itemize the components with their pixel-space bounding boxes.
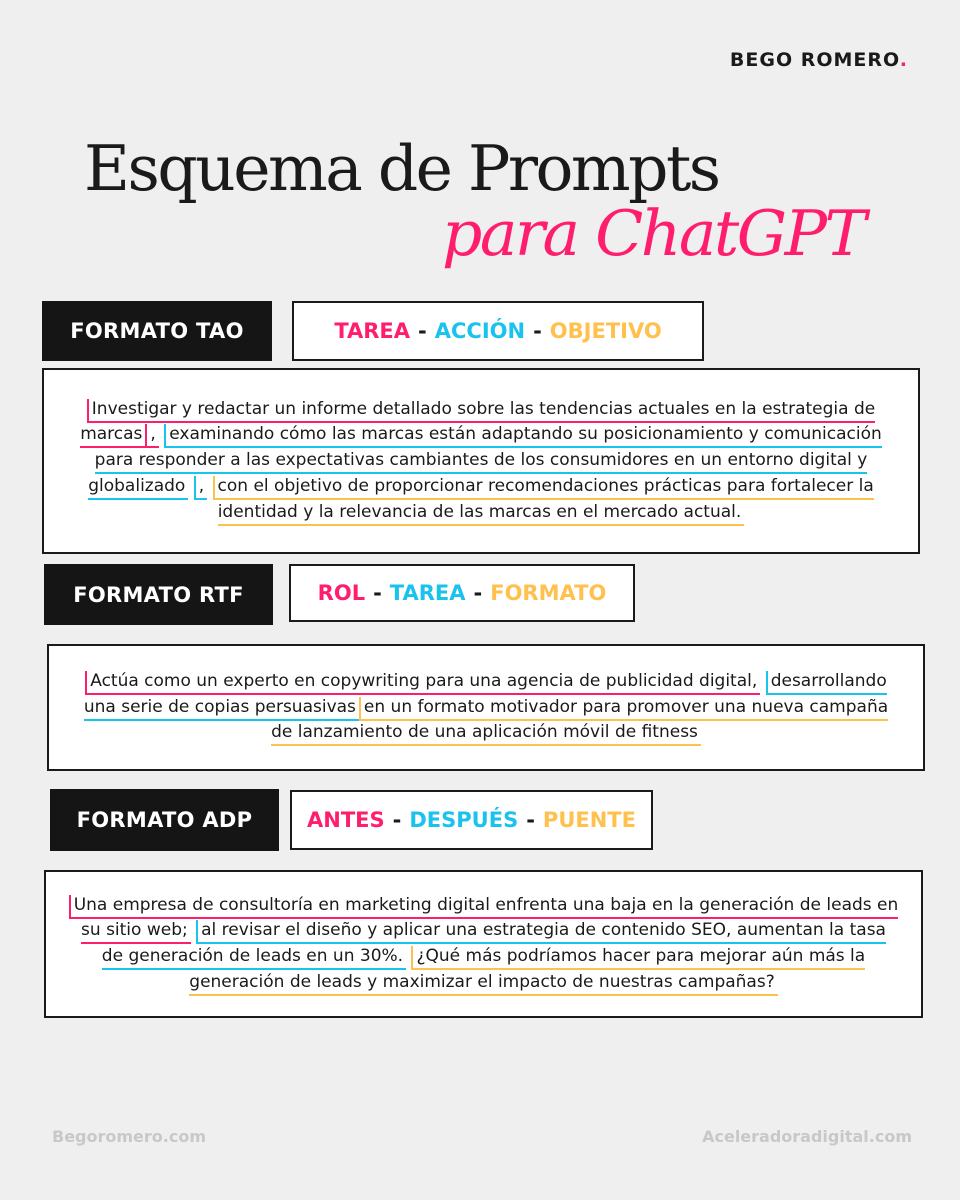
prompt-text (71, 669, 901, 746)
formula-term: TAREA (389, 581, 466, 605)
prompt-text (69, 893, 899, 996)
brand-logo (730, 49, 908, 71)
segment-objetivo: con el objetivo de proporcionar recomendaciones prácticas para fortalecer la identidad y la relevancia de las marcas en el mercado actual. (213, 476, 874, 526)
formula-rtf (289, 564, 635, 622)
formula-term: TAREA (334, 319, 411, 343)
formula-adp (290, 790, 653, 850)
formula-separator: - (418, 319, 427, 343)
section-label-tao: FORMATO TAO (42, 301, 272, 361)
formula-separator: - (526, 808, 535, 832)
segment-comma: , (194, 476, 207, 500)
brand-name: BEGO ROMERO (729, 49, 900, 71)
footer-link-aceleradora[interactable]: Aceleradoradigital.com (702, 1127, 912, 1146)
formula-term: ROL (317, 581, 366, 605)
formula-separator: - (473, 581, 483, 605)
brand-dot: . (899, 49, 908, 71)
prompt-example-adp (44, 870, 923, 1018)
segment-comma: , (145, 424, 158, 448)
segment-tarea: desarrollando una serie de copias persuasivas (84, 671, 887, 721)
formula-term: OBJETIVO (549, 319, 662, 343)
page-subtitle: para ChatGPT (442, 197, 864, 270)
segment-despues: al revisar el diseño y aplicar una estrategia de contenido SEO, aumentan la tasa de generación de leads en un 30%. (102, 920, 886, 970)
formula-separator: - (373, 581, 382, 605)
page-title: Esquema de Prompts (84, 132, 719, 205)
formula-term: ANTES (307, 808, 385, 832)
segment-formato: en un formato motivador para promover una nueva campaña de lanzamiento de una aplicación móvil de fitness (271, 697, 888, 747)
formula-separator: - (533, 319, 542, 343)
footer-link-begoromero[interactable]: Begoromero.com (52, 1127, 207, 1146)
section-label-rtf: FORMATO RTF (44, 564, 273, 625)
formula-tao (292, 301, 704, 361)
prompt-example-rtf (47, 644, 925, 771)
formula-separator: - (392, 808, 402, 832)
segment-tarea: Investigar y redactar un informe detallado sobre las tendencias actuales en la estrategia de marcas (80, 399, 875, 449)
segment-puente: ¿Qué más podríamos hacer para mejorar aún más la generación de leads y maximizar el impacto de nuestras campañas? (189, 946, 865, 996)
section-label-adp: FORMATO ADP (50, 789, 279, 851)
formula-term: ACCIÓN (434, 319, 526, 343)
segment-rol: Actúa como un experto en copywriting para una agencia de publicidad digital, (85, 671, 760, 695)
segment-accion: examinando cómo las marcas están adaptando su posicionamiento y comunicación para responder a las expectativas cambiantes de los consumidores en un entorno digital y globalizado (88, 424, 882, 499)
formula-term: FORMATO (490, 581, 607, 605)
segment-antes: Una empresa de consultoría en marketing digital enfrenta una baja en la generación de leads en su sitio web; (69, 895, 899, 945)
prompt-example-tao (42, 368, 920, 554)
prompt-text (66, 397, 896, 526)
formula-term: PUENTE (542, 808, 636, 832)
formula-term: DESPUÉS (409, 808, 519, 832)
